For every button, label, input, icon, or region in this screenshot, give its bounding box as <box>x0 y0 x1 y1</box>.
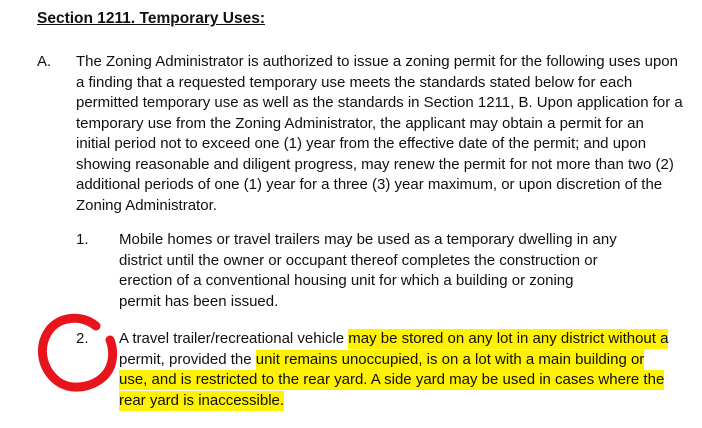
item-2-line-3 <box>119 370 668 391</box>
item-1-line: district until the owner or occupant thereof completes the construction or <box>119 251 598 269</box>
item-2-line-4 <box>119 391 668 412</box>
item-2-marker: 2. <box>76 330 89 347</box>
paragraph-a-line: The Zoning Administrator is authorized to issue a zoning permit for the following uses upon <box>76 53 678 70</box>
item-2-line-1 <box>119 329 668 350</box>
highlighted-text: rear yard is inaccessible. <box>119 391 285 409</box>
paragraph-a-line: additional periods of one (1) year for a three (3) year maximum, or upon discretion of the <box>76 176 663 193</box>
item-1-line: permit has been issued. <box>119 292 279 310</box>
item-2-line-2-part-a: permit, provided the <box>119 350 256 368</box>
item-2-line-2 <box>119 350 668 371</box>
paragraph-a-line: Zoning Administrator. <box>76 196 217 214</box>
item-1-marker: 1. <box>76 231 89 248</box>
paragraph-a-marker: A. <box>37 53 52 70</box>
paragraph-a-line: initial period not to exceed one (1) year from the effective date of the permit; and upon <box>76 135 647 152</box>
paragraph-a-line: permitted temporary use as well as the standards in Section 1211, B. Upon application for a <box>76 94 683 111</box>
paragraph-a-line: showing reasonable and diligent progress, may renew the permit for not more than two (2) <box>76 155 674 173</box>
paragraph-a-line: a finding that a requested temporary use meets the standards stated below for each <box>76 73 633 91</box>
section-heading: Section 1211. Temporary Uses: <box>37 10 266 27</box>
item-1-text <box>119 230 617 312</box>
item-1-line: erection of a conventional housing unit for which a building or zoning <box>119 272 574 289</box>
item-2-line-1-part-a: A travel trailer/recreat <box>119 330 262 347</box>
item-2-text <box>119 329 668 411</box>
highlighted-text: unit remains unoccupied, is on a lot with a main building or <box>255 350 645 368</box>
item-1-line: Mobile homes or travel trailers may be used as a temporary dwelling in any <box>119 231 617 248</box>
paragraph-a-text <box>76 52 683 216</box>
item-2-line-1-part-b: ional vehicle <box>261 330 349 347</box>
highlighted-text: use, and is restricted to the rear yard. A side yard may be used in cases where the <box>119 371 665 388</box>
paragraph-a-line: temporary use from the Zoning Administrator, the applicant may obtain a permit for an <box>76 114 644 132</box>
highlighted-text: may be stored on any lot in any district without a <box>348 330 669 347</box>
